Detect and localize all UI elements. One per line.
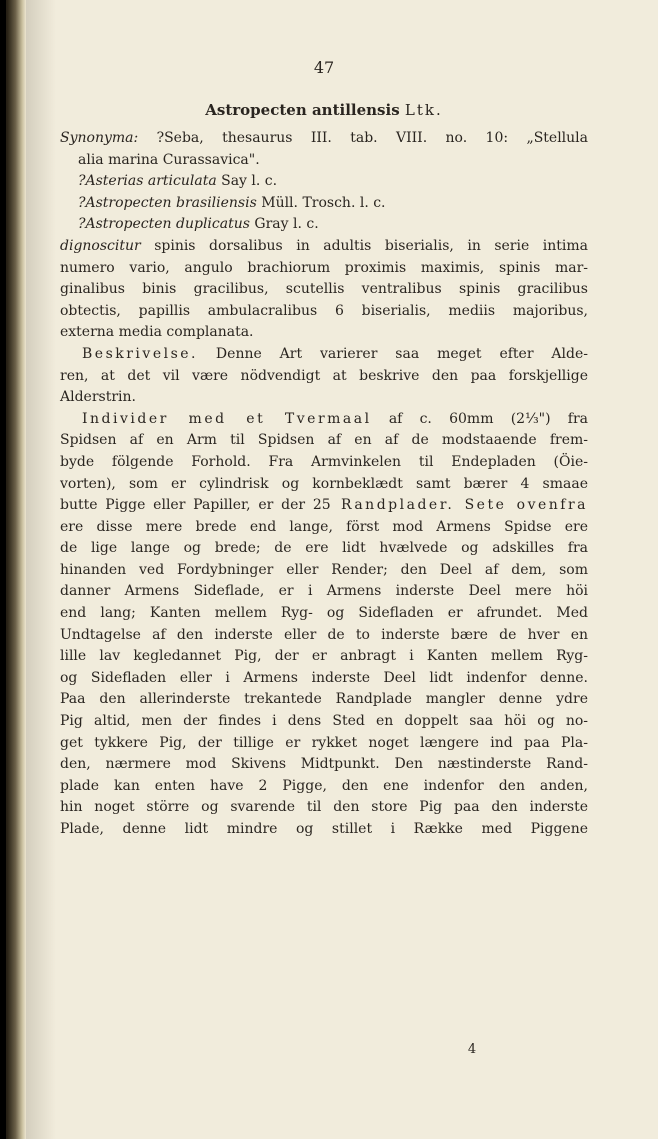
book-binding-edge (0, 0, 6, 1139)
text-line (60, 776, 588, 798)
text-line-synonym (60, 193, 588, 215)
body-text (60, 128, 588, 841)
line-text: plade kan enten have 2 Pigge, den ene indenfor den anden, (60, 777, 588, 794)
text-line-diagnosis (60, 236, 588, 258)
synonyma-label: Synonyma: (60, 130, 139, 146)
line-text: danner Armens Sideflade, er i Armens inderste Deel mere höi (60, 583, 588, 600)
line-text: Paa den allerinderste trekantede Randplade mangler denne ydre (60, 691, 588, 708)
text-line-individer (60, 409, 588, 431)
text-line (60, 322, 588, 344)
text-line (60, 150, 588, 172)
text-line (60, 711, 588, 733)
text-line (60, 581, 588, 603)
text-line (60, 301, 588, 323)
line-text: Alderstrin. (60, 389, 136, 406)
text-line (60, 668, 588, 690)
text-line (60, 430, 588, 452)
signature-mark: 4 (467, 1042, 477, 1057)
text-line (60, 387, 588, 409)
text-line (60, 646, 588, 668)
line-text: og Sidefladen eller i Armens inderste Deel lidt indenfor denne. (60, 669, 588, 686)
text-line (60, 733, 588, 755)
synonym-name: ?Asterias articulata (78, 173, 217, 190)
text-line (60, 560, 588, 582)
text-line (60, 819, 588, 841)
section-label: Beskrivelse. (82, 345, 199, 362)
text-line (60, 625, 588, 647)
line-text: de lige lange og brede; de ere lidt hvælvede og adskilles fra (60, 540, 588, 557)
line-text: lille lav kegledannet Pig, der er anbragt i Kanten mellem Ryg- (60, 648, 588, 665)
text-line-synonym (60, 214, 588, 236)
line-text: byde fölgende Forhold. Fra Armvinkelen til Endepladen (Öie- (60, 453, 588, 470)
synonym-name: ?Astropecten duplicatus (78, 216, 250, 233)
line-text: Pig altid, men der findes i dens Sted en doppelt saa höi og no- (60, 713, 588, 730)
species-heading (60, 101, 588, 119)
species-author: Ltk. (404, 101, 443, 119)
text-line (60, 452, 588, 474)
line-text: obtectis, papillis ambulacralibus 6 biserialis, mediis majoribus, (60, 302, 588, 319)
line-text: vorten), som er cylindrisk og kornbeklædt samt bærer 4 smaae (60, 475, 588, 492)
line-text: numero vario, angulo brachiorum proximis maximis, spinis mar- (60, 259, 588, 276)
line-text: af c. 60mm (2⅓") fra (371, 410, 588, 427)
text-line (60, 689, 588, 711)
synonym-name: ?Astropecten brasiliensis (78, 194, 257, 211)
line-text: get tykkere Pig, der tillige er rykket noget længere ind paa Pla- (60, 734, 588, 751)
text-line (60, 538, 588, 560)
line-text: den, nærmere mod Skivens Midtpunkt. Den næstinderste Rand- (60, 756, 588, 773)
line-text: Plade, denne lidt mindre og stillet i Række med Piggene (60, 821, 588, 837)
synonym-author: Gray l. c. (249, 216, 319, 233)
species-title: Astropecten antillensis (205, 101, 400, 119)
text-line (60, 366, 588, 388)
synonym-author: Say l. c. (216, 173, 278, 190)
text-line (60, 258, 588, 280)
text-line (60, 754, 588, 776)
text-line-synonyma (60, 128, 588, 150)
text-line (60, 797, 588, 819)
line-text: spinis dorsalibus in adultis biserialis, in serie intima (140, 237, 588, 254)
line-text: butte Pigge eller Papiller, er der 25 (60, 497, 331, 514)
line-text: hin noget större og svarende til den store Pig paa den inderste (60, 799, 588, 816)
text-line (60, 517, 588, 539)
line-text: ren, at det vil være nödvendigt at beskrive den paa forskjellige (60, 367, 588, 384)
page-fold-shadow (26, 0, 56, 1139)
text-line (60, 603, 588, 625)
line-text: alia marina Curassavica". (78, 151, 260, 168)
text-line-beskrivelse (60, 344, 588, 366)
synonym-author: Müll. Trosch. l. c. (256, 194, 386, 211)
emphasis-text: Randplader. Sete ovenfra (330, 497, 589, 514)
line-text: Undtagelse af den inderste eller de to inderste bære de hver en (60, 626, 588, 643)
line-text: hinanden ved Fordybninger eller Render; den Deel af dem, som (60, 561, 588, 578)
page-number: 47 (313, 58, 335, 77)
diagnosis-label: dignoscitur (60, 237, 141, 254)
line-text: Spidsen af en Arm til Spidsen af en af de modstaaende frem- (60, 432, 588, 449)
text-line-synonym (60, 171, 588, 193)
line-text: externa media complanata. (60, 324, 254, 341)
text-line-randplader (60, 495, 588, 517)
line-text: ?Seba, thesaurus III. tab. VIII. no. 10: „Stellula (138, 130, 588, 146)
line-text: end lang; Kanten mellem Ryg- og Sidefladen er afrundet. Med (60, 605, 588, 622)
book-page (60, 0, 588, 1139)
text-line (60, 474, 588, 496)
section-label: Individer med et Tvermaal (82, 410, 372, 427)
line-text: ginalibus binis gracilibus, scutellis ventralibus spinis gracilibus (60, 281, 588, 298)
line-text: Denne Art varierer saa meget efter Alde- (198, 345, 588, 362)
text-line (60, 279, 588, 301)
line-text: ere disse mere brede end lange, först mod Armens Spidse ere (60, 518, 588, 535)
